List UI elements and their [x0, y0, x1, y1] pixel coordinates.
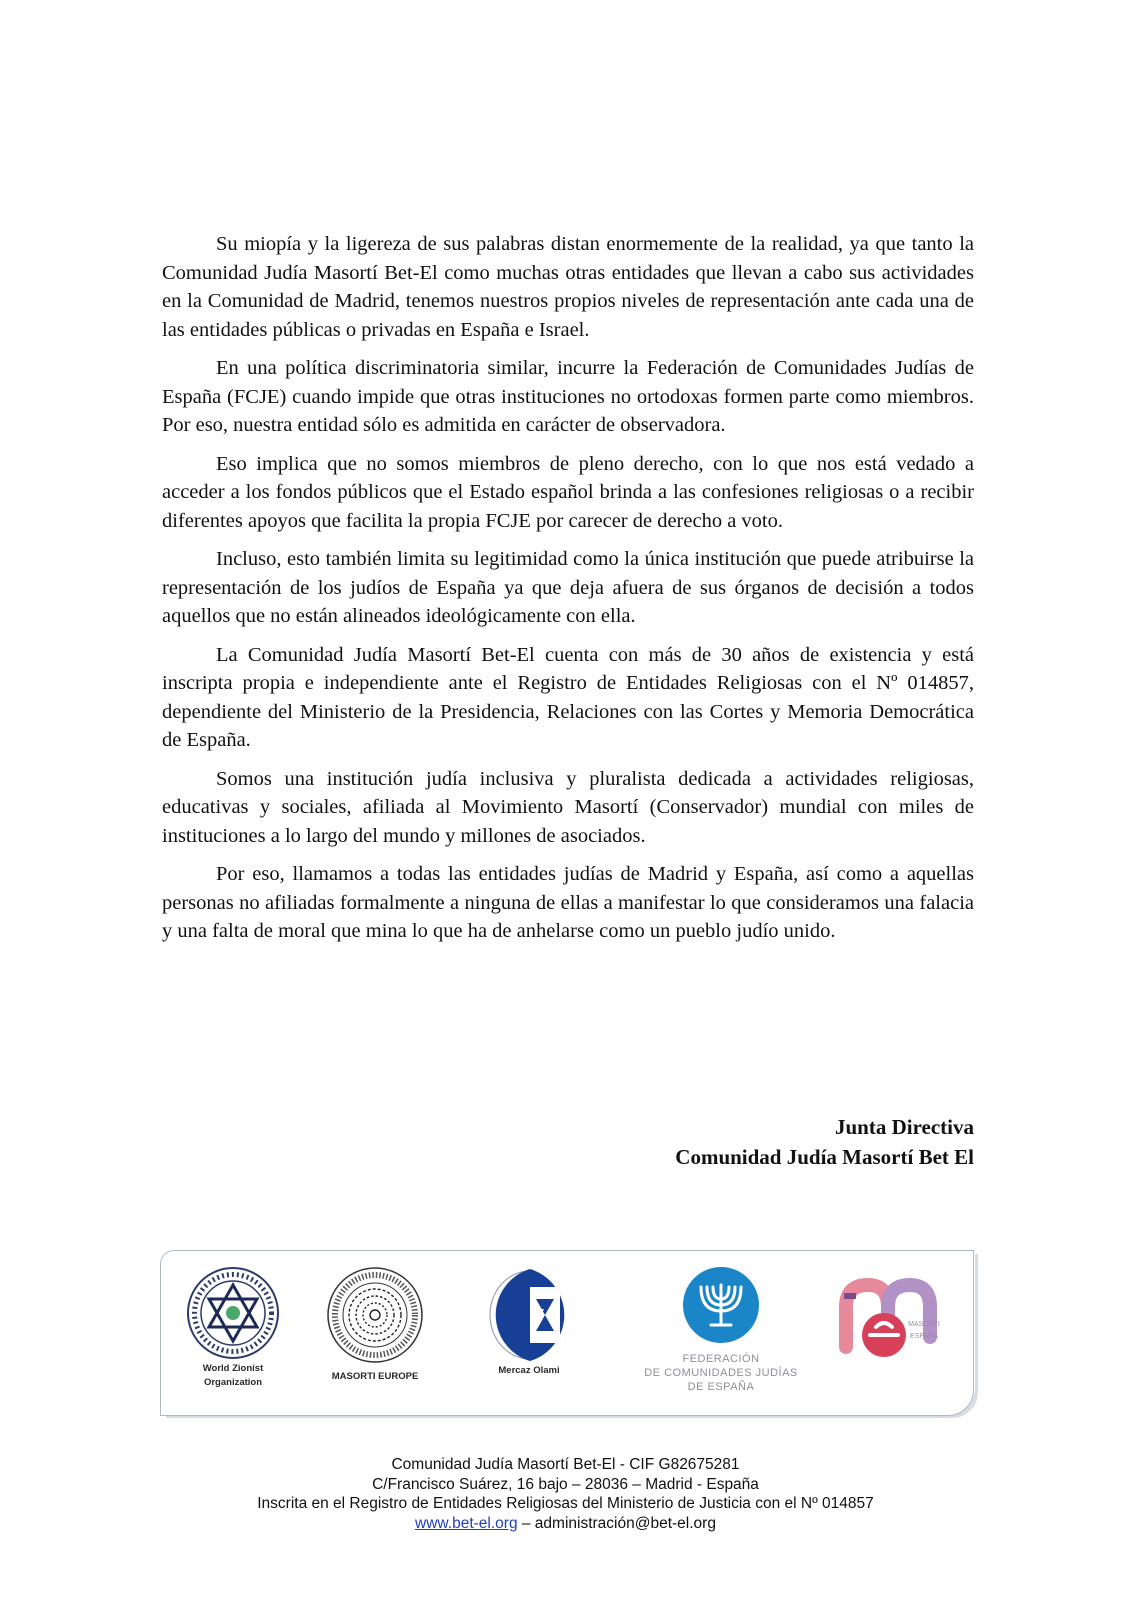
wzo-emblem-icon — [185, 1265, 281, 1361]
mercaz-olami-emblem-icon — [464, 1259, 594, 1371]
footer-address: C/Francisco Suárez, 16 bajo – 28036 – Madrid - España — [372, 1475, 759, 1493]
paragraph-6: Somos una institución judía inclusiva y pluralista dedicada a actividades religiosas, educativas y sociales, afiliada al Movimiento Masortí (Conservador) mundial con miles de instituciones a lo largo del mundo y millones de asociados. — [162, 767, 974, 847]
footer-contact — [0, 1514, 1131, 1534]
fcje-logo — [641, 1265, 801, 1393]
menorah-icon — [681, 1265, 761, 1345]
paragraph-3: Eso implica que no somos miembros de pleno derecho, con lo que nos está vedado a acceder a los fondos públicos que el Estado español brinda a las confesiones religiosas o a recibir diferentes apoyos que facilita la propia FCJE por carecer de derecho a voto. — [162, 452, 974, 532]
footer-registry: Inscrita en el Registro de Entidades Religiosas del Ministerio de Justicia con el Nº 014857 — [257, 1495, 874, 1512]
paragraph-5: La Comunidad Judía Masortí Bet-El cuenta con más de 30 años de existencia y está inscripta propia e independiente ante el Registro de Entidades Religiosas con el Nº 014857, dependiente del Ministerio de la Presidencia, Relaciones con las Cortes y Memoria Democrática de España. — [162, 643, 974, 751]
mercaz-olami-logo — [461, 1259, 597, 1377]
paragraph-2: En una política discriminatoria similar, incurre la Federación de Comunidades Judías de España (FCJE) cuando impide que otras instituciones no ortodoxas formen parte como miembros. Por eso, nuestra entidad sólo es admitida en carácter de observadora. — [162, 357, 974, 436]
wzo-caption-2: Organization — [203, 1377, 263, 1388]
website-link[interactable]: www.bet-el.org — [415, 1514, 518, 1532]
signature-block — [675, 1112, 974, 1172]
masorti-europe-emblem-icon — [325, 1265, 425, 1365]
masorti-europe-logo — [317, 1265, 433, 1383]
paragraph-7: Por eso, llamamos a todas las entidades judías de Madrid y España, así como a aquellas personas no afiliadas formalmente a ninguna de ellas a manifestar lo que consideramos una falacia y una falta de moral que mina lo que ha de anhelarse como un pueblo judío unido. — [162, 863, 974, 942]
paragraph-1: Su miopía y la ligereza de sus palabras distan enormemente de la realidad, ya que tanto la Comunidad Judía Masortí Bet-El como muchas otras entidades que llevan a cabo sus actividades en la Comunidad de Madrid, tenemos nuestros propios niveles de representación ante cada una de las entidades públicas o privadas en España e Israel. — [162, 233, 974, 341]
footer-email: – administración@bet-el.org — [517, 1514, 716, 1532]
footer-organization: Comunidad Judía Masortí Bet-El - CIF G82675281 — [391, 1456, 740, 1473]
logo-band — [160, 1250, 974, 1416]
bet-el-logo — [821, 1267, 951, 1371]
letter-body — [162, 230, 974, 956]
wzo-caption-1: World Zionist — [202, 1363, 264, 1374]
wzo-logo — [179, 1265, 287, 1389]
signature-organization: Comunidad Judía Masortí Bet El — [675, 1145, 974, 1169]
bet-el-small-caption: MASORTI ESPAÑA — [908, 1321, 940, 1340]
paragraph-4: Incluso, esto también limita su legitimidad como la única institución que puede atribuirse la representación de los judíos de España ya que deja afuera de sus órganos de decisión a todos aquellos que no están alineados ideológicamente con ella. — [162, 548, 974, 627]
page-footer — [0, 1455, 1131, 1533]
fcje-caption-1: FEDERACIÓN — [682, 1353, 760, 1365]
fcje-caption-3: DE ESPAÑA — [687, 1381, 755, 1393]
fcje-caption-2: DE COMUNIDADES JUDÍAS — [644, 1367, 798, 1379]
mercaz-olami-caption: Mercaz Olami — [498, 1365, 560, 1376]
masorti-europe-caption: MASORTI EUROPE — [331, 1371, 419, 1382]
signature-title: Junta Directiva — [834, 1115, 974, 1139]
